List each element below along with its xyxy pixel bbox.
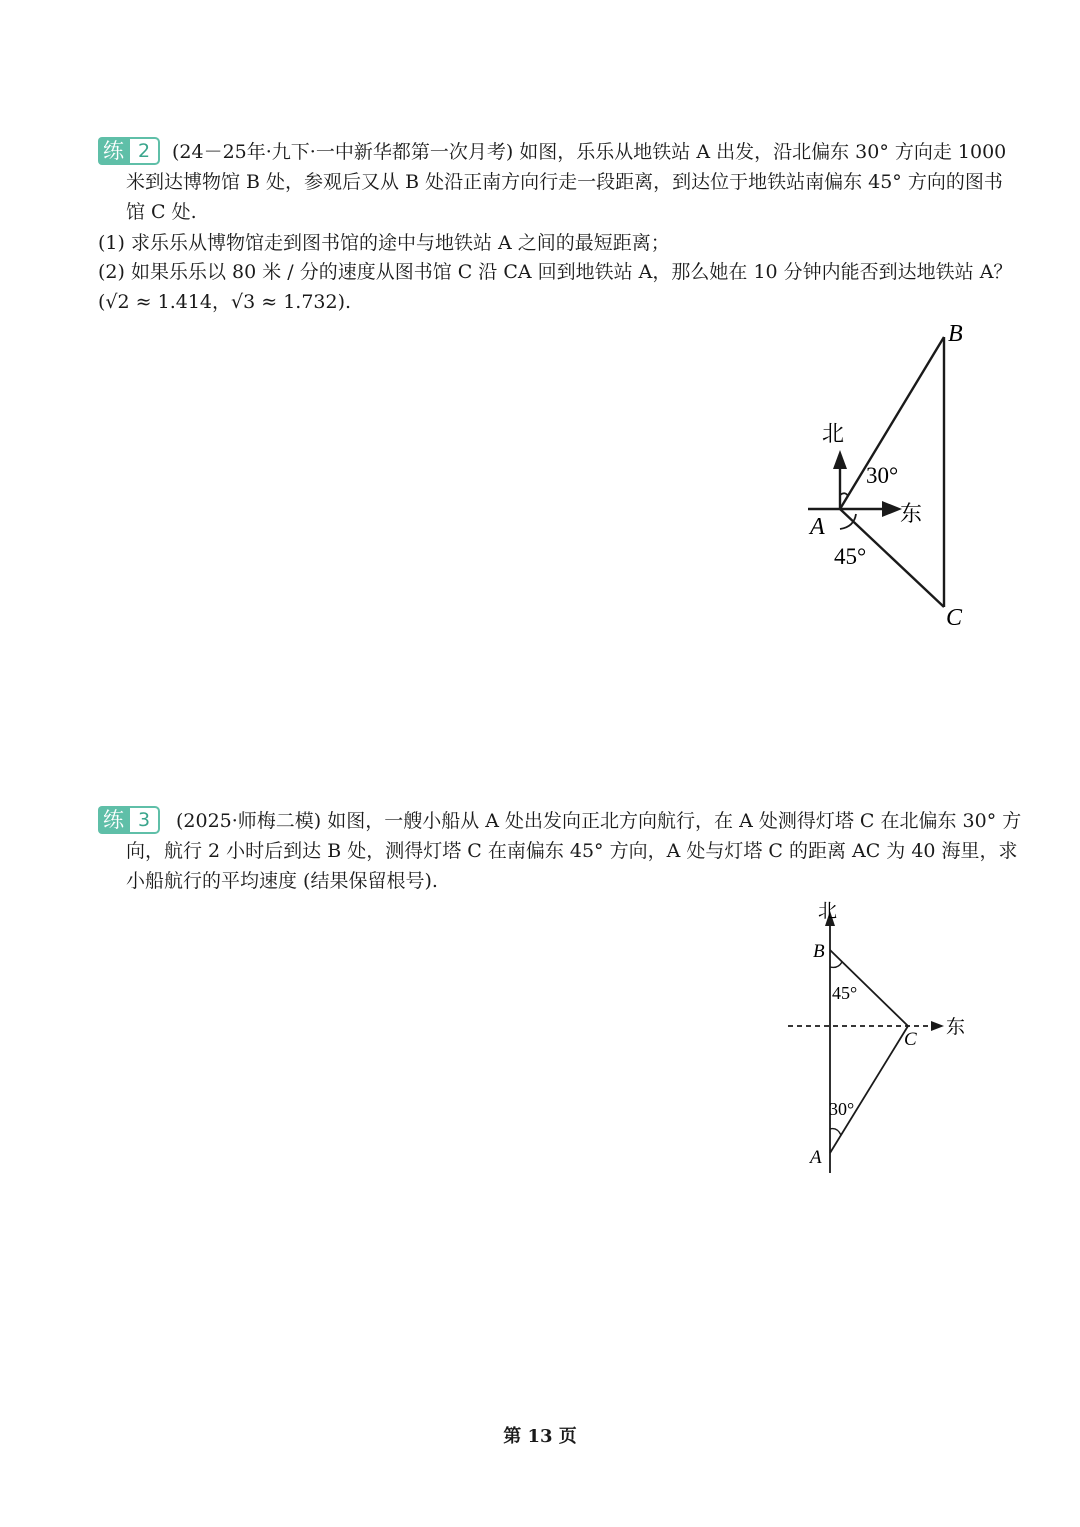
label-b: B (948, 321, 963, 347)
angle-arc-north (840, 493, 848, 496)
exercise-tag-label: 练 (98, 806, 130, 834)
problem3-line-2: 向，航行 2 小时后到达 B 处，测得灯塔 C 在南偏东 45° 方向，A 处与灯塔 C 的距离 AC 为 40 海里，求 (126, 840, 1018, 862)
label-angle-30: 30° (829, 1099, 855, 1119)
label-east: 东 (946, 1017, 966, 1038)
label-c: C (946, 605, 963, 631)
problem2-line-2: 米到达博物馆 B 处，参观后又从 B 处沿正南方向行走一段距离，到达位于地铁站南偏东 45° 方向的图书 (126, 171, 1003, 193)
label-angle-30: 30° (866, 463, 899, 488)
exercise-tag-label: 练 (98, 137, 130, 165)
problem2-figure (790, 315, 1030, 635)
east-arrow-icon (931, 1021, 944, 1031)
north-arrow-icon (833, 450, 847, 469)
label-east: 东 (900, 501, 923, 526)
label-c: C (904, 1029, 917, 1050)
label-a: A (810, 514, 825, 540)
page-number: 第 13 页 (503, 1426, 577, 1447)
problem2-question-2: (2) 如果乐乐以 80 米 / 分的速度从图书馆 C 沿 CA 回到地铁站 A，那么她在 10 分钟内能否到达地铁站 A？ (98, 261, 1013, 283)
exercise-tag-number: 3 (130, 806, 160, 834)
east-arrow-icon (882, 501, 902, 517)
label-north: 北 (818, 901, 838, 922)
segment-ac (830, 1026, 908, 1153)
angle-arc-a (830, 1129, 841, 1135)
exercise-tag-number: 2 (130, 137, 160, 165)
problem2-line-3: 馆 C 处. (126, 201, 197, 223)
exercise-tag-2 (98, 137, 160, 165)
problem2-question-1: (1) 求乐乐从博物馆走到图书馆的途中与地铁站 A 之间的最短距离； (98, 232, 670, 254)
problem3-line-1: (2025·师梅二模) 如图，一艘小船从 A 处出发向正北方向航行，在 A 处测得灯塔 C 在北偏东 30° 方 (176, 810, 1022, 832)
label-a: A (810, 1147, 822, 1168)
label-b: B (813, 941, 825, 962)
exercise-tag-3 (98, 806, 160, 834)
problem2-hint: (√2 ≈ 1.414，√3 ≈ 1.732). (98, 291, 352, 313)
label-angle-45: 45° (834, 544, 867, 569)
label-angle-45: 45° (832, 983, 858, 1003)
problem2-line-1: (24－25年·九下·一中新华都第一次月考) 如图，乐乐从地铁站 A 出发，沿北偏东 30° 方向走 1000 (172, 141, 1007, 163)
problem3-figure (780, 895, 980, 1180)
label-north: 北 (822, 421, 845, 446)
angle-arc-b (830, 962, 842, 967)
problem3-line-3: 小船航行的平均速度 (结果保留根号). (126, 870, 438, 892)
